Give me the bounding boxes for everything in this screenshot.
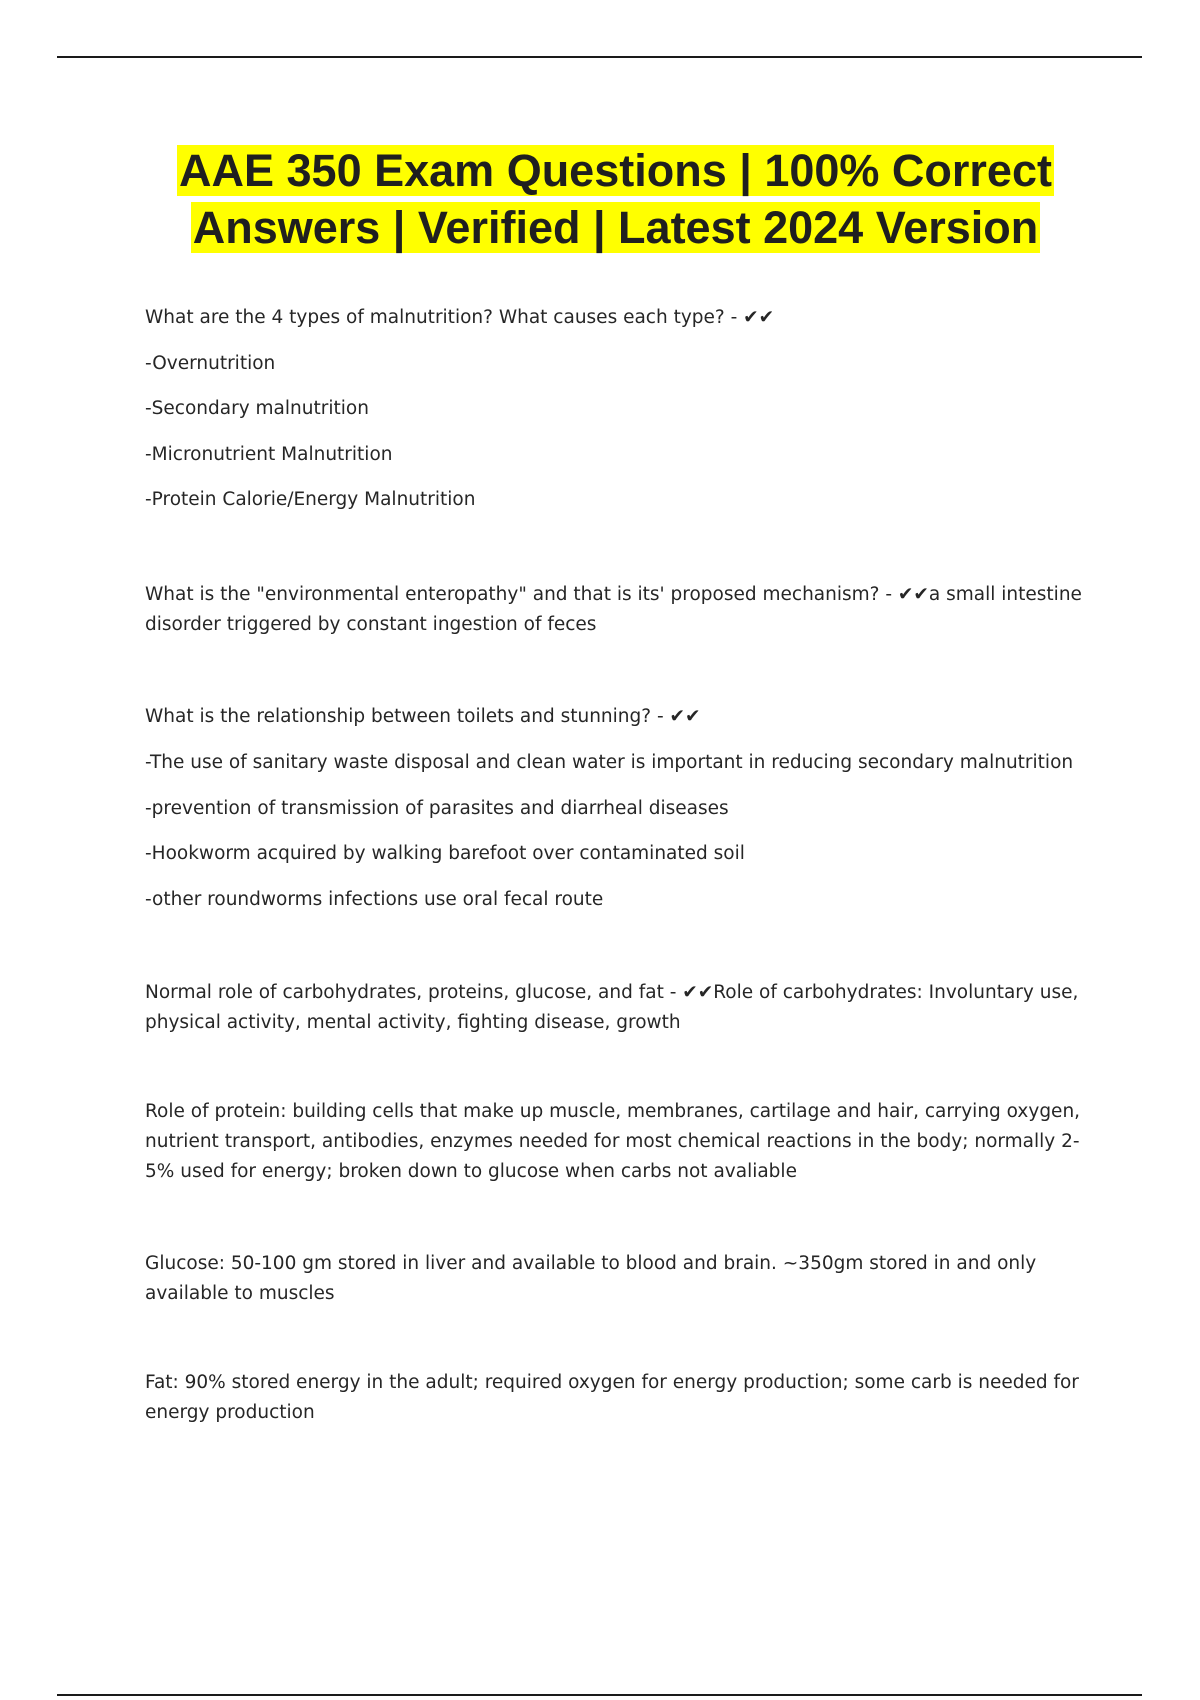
fat-paragraph: Fat: 90% stored energy in the adult; required oxygen for energy production; some carb is needed for energy production	[145, 1372, 1079, 1423]
answer-1-item-3: -Micronutrient Malnutrition	[145, 444, 393, 465]
question-3-text: What is the relationship between toilets and stunning? - ✔✔	[145, 706, 701, 727]
answer-3-item-4: -other roundworms infections use oral fecal route	[145, 889, 604, 910]
answer-1-item-4: -Protein Calorie/Energy Malnutrition	[145, 489, 476, 510]
question-4-text: Normal role of carbohydrates, proteins, glucose, and fat - ✔✔Role of carbohydrates: Involuntary use, physical activity, mental activity, fighting disease, growth	[145, 982, 1079, 1033]
answer-3-item-3: -Hookworm acquired by walking barefoot over contaminated soil	[145, 843, 745, 864]
answer-3-item-2: -prevention of transmission of parasites and diarrheal diseases	[145, 798, 729, 819]
question-2-text: What is the "environmental enteropathy" and that is its' proposed mechanism? - ✔✔a small intestine disorder triggered by constant ingestion of feces	[145, 584, 1082, 635]
answer-1-item-1: -Overnutrition	[145, 353, 276, 374]
bottom-horizontal-rule	[57, 1694, 1142, 1696]
document-title-highlight: AAE 350 Exam Questions | 100% Correct Answers | Verified | Latest 2024 Version	[179, 145, 1052, 253]
top-horizontal-rule	[57, 56, 1142, 58]
answer-3-item-1: -The use of sanitary waste disposal and clean water is important in reducing secondary malnutrition	[145, 752, 1074, 773]
question-1-text: What are the 4 types of malnutrition? What causes each type? - ✔✔	[145, 307, 775, 328]
answer-1-item-2: -Secondary malnutrition	[145, 398, 369, 419]
document-title	[143, 142, 1088, 256]
glucose-paragraph: Glucose: 50-100 gm stored in liver and available to blood and brain. ~350gm stored in and only available to muscles	[145, 1253, 1037, 1304]
protein-role-paragraph: Role of protein: building cells that make up muscle, membranes, cartilage and hair, carrying oxygen, nutrient transport, antibodies, enzymes needed for most chemical reactions in the body; normally 2-5% used for energy; broken down to glucose when carbs not avaliable	[145, 1101, 1081, 1182]
